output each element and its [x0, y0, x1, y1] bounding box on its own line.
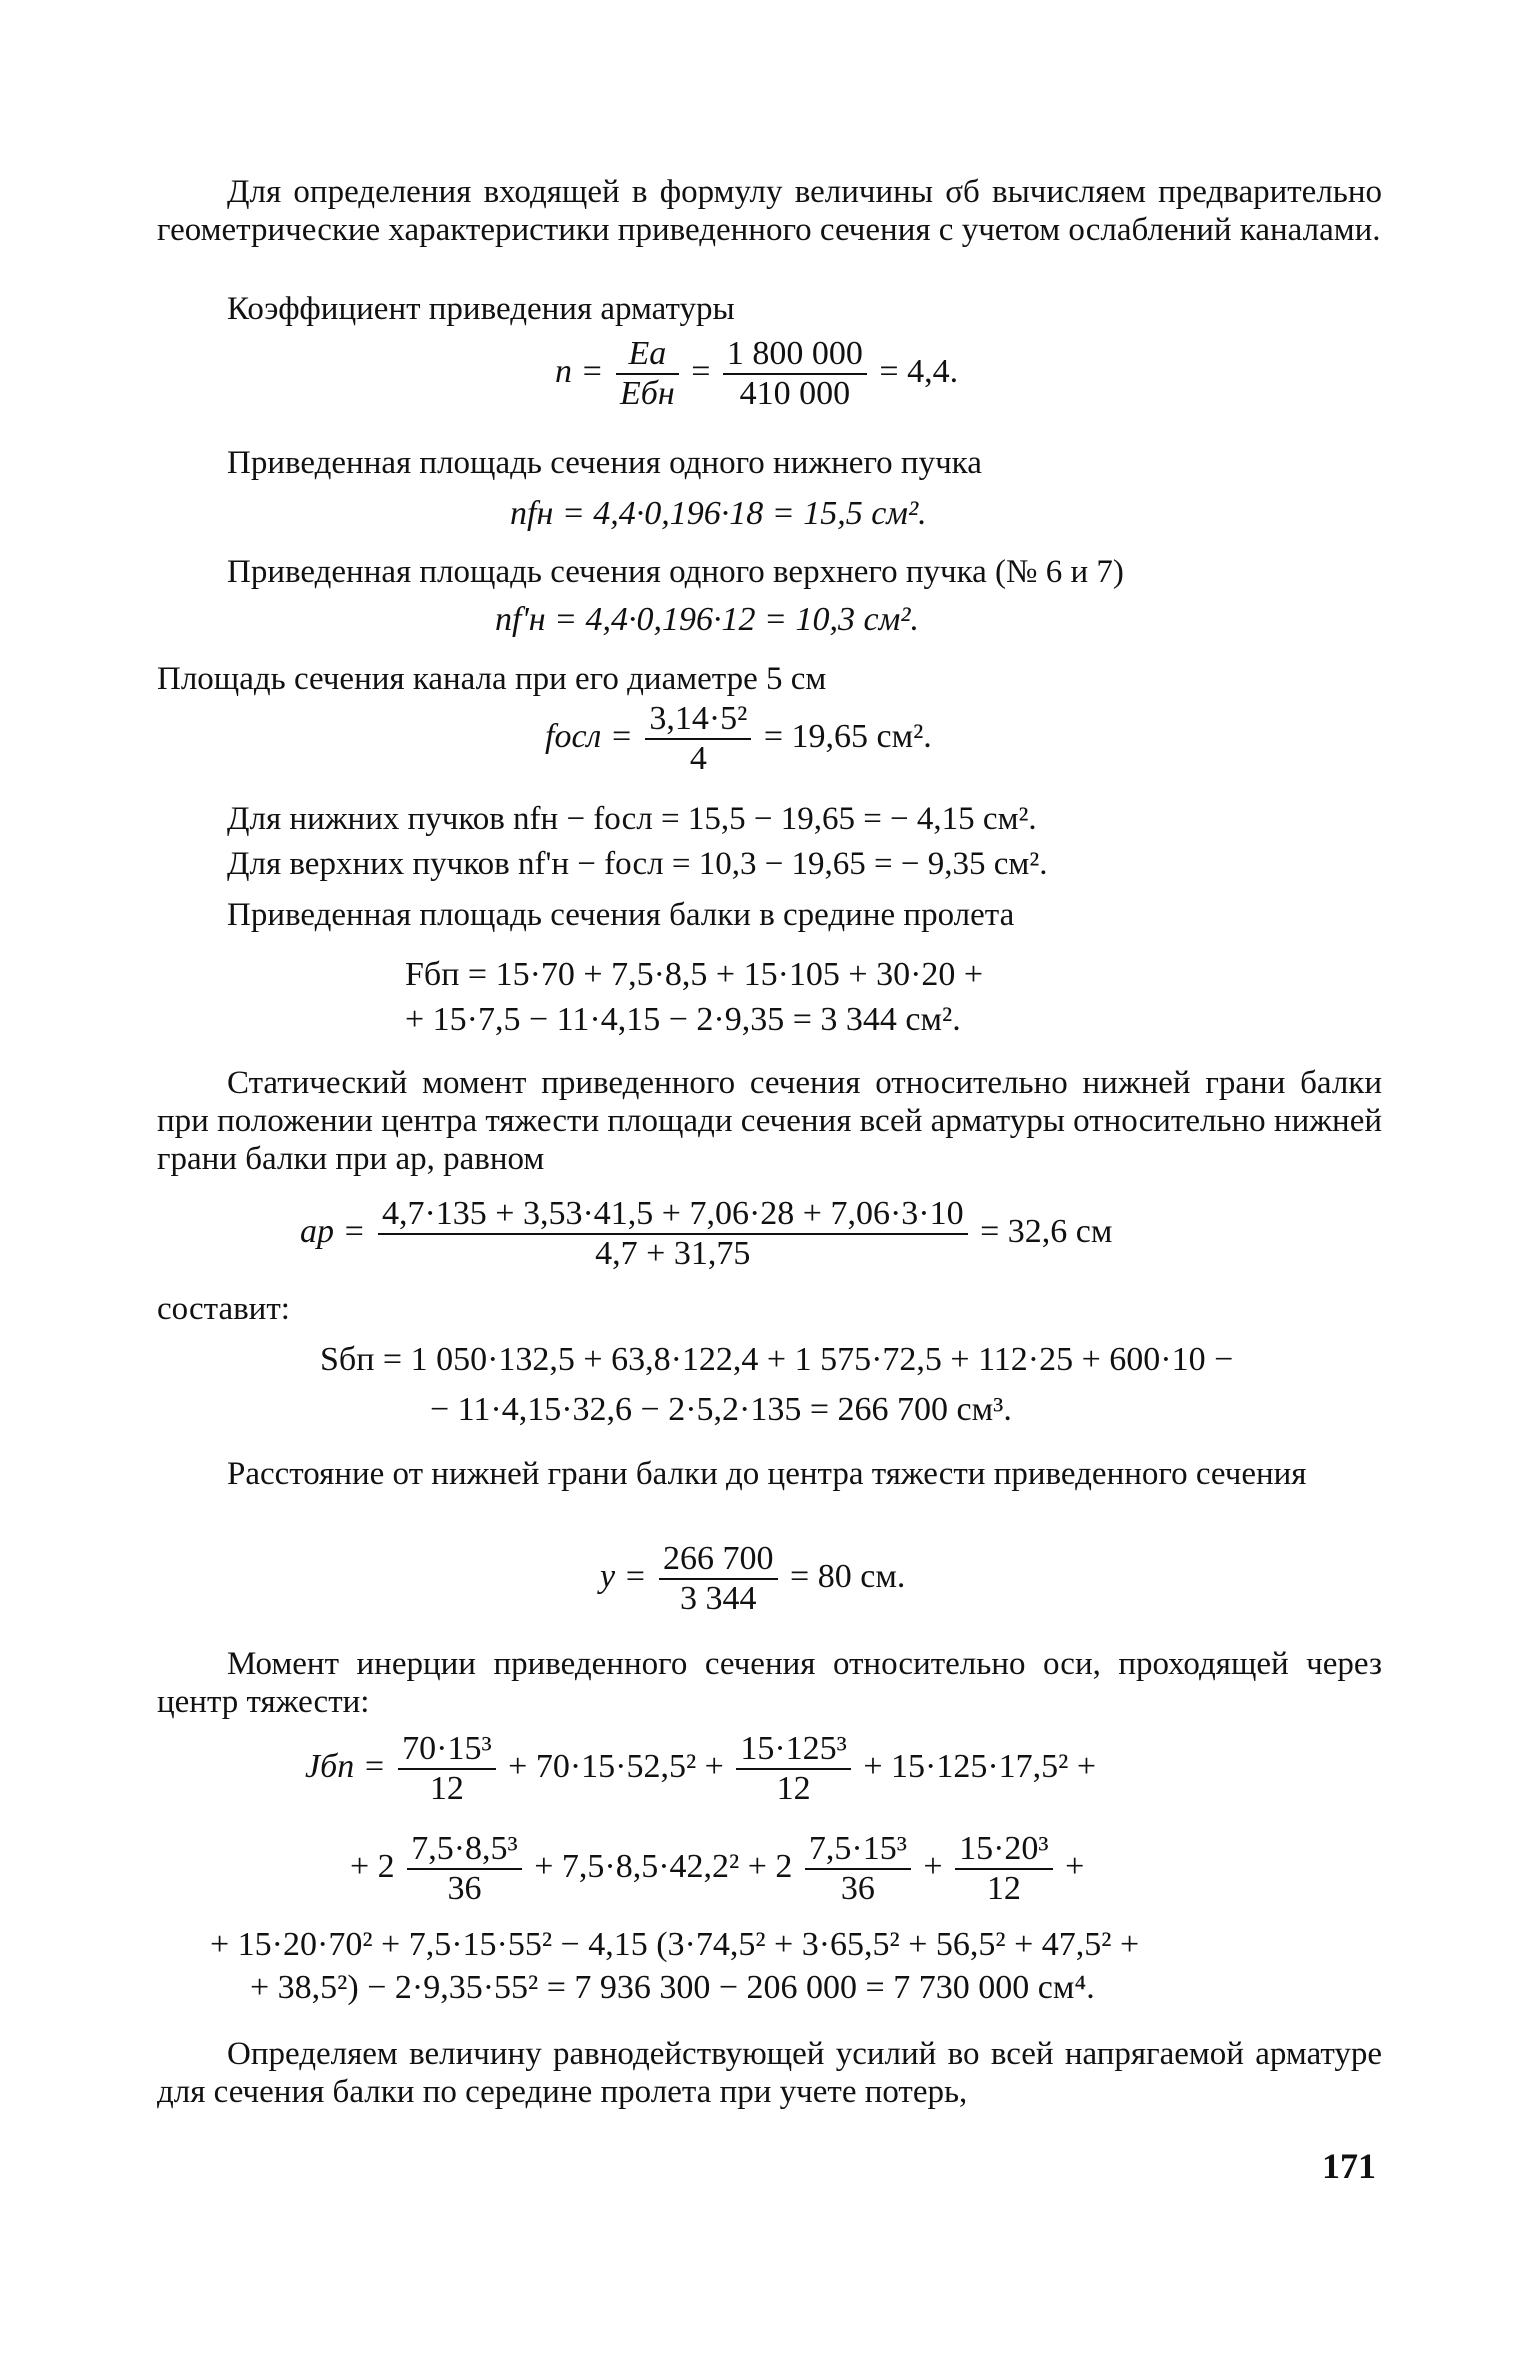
- eq-ap-rhs: = 32,6 см: [980, 1212, 1113, 1250]
- paragraph-lower-bundles: Для нижних пучков nfн − fосл = 15,5 − 19,65 = − 4,15 см².: [227, 801, 1037, 837]
- fraction-j4: [805, 1830, 911, 1908]
- fraction-y: [659, 1540, 778, 1618]
- paragraph-channel-area: Площадь сечения канала при его диаметре 5 см: [157, 661, 827, 697]
- paragraph-inertia: Момент инерции приведенного сечения относительно оси, проходящей через центр тяжести:: [157, 1646, 1382, 1720]
- fraction-j1: [398, 1730, 496, 1808]
- eq-j-term: +: [923, 1847, 943, 1885]
- equation-nfn-prime: nf'н = 4,4·0,196·12 = 10,3 см².: [495, 601, 919, 638]
- eq-j-term: + 15·125·17,5² +: [863, 1747, 1097, 1785]
- paragraph-compose: составит:: [157, 1291, 290, 1327]
- frac-den: 12: [776, 1770, 811, 1807]
- equation-S-line1: Sбп = 1 050·132,5 + 63,8·122,4 + 1 575·72,5 + 112·25 + 600·10 −: [320, 1341, 1234, 1378]
- equation-S-line2: − 11·4,15·32,6 − 2·5,2·135 = 266 700 см³.: [430, 1391, 1012, 1428]
- frac-den: 36: [447, 1870, 482, 1907]
- paragraph-lower-bundle: Приведенная площадь сечения одного нижнего пучка: [227, 445, 982, 481]
- fraction-j5: [955, 1830, 1053, 1908]
- fraction-fosl: [645, 700, 751, 778]
- eq-y-lhs: y =: [600, 1557, 647, 1595]
- eq-ap-lhs: aр =: [300, 1212, 366, 1250]
- frac-den: 12: [986, 1870, 1021, 1907]
- frac-num: Eа: [616, 335, 679, 375]
- equation-n: n = $\frac{Eа}{\text{Eбн}}$ = $\frac{1 800 000}{410 000}$ = 4,4.: [555, 335, 959, 412]
- frac-den: 12: [429, 1770, 464, 1807]
- eq-j-term: +: [1065, 1847, 1085, 1885]
- frac-num: 7,5·8,5³: [407, 1830, 522, 1870]
- frac-num: 266 700: [659, 1540, 778, 1580]
- fraction-j2: [736, 1730, 851, 1808]
- paragraph-beam-area: Приведенная площадь сечения балки в средине пролета: [227, 897, 1015, 933]
- frac-den: 410 000: [739, 375, 851, 412]
- eq-j-term: + 7,5·8,5·42,2² + 2: [534, 1847, 793, 1885]
- paragraph-distance: Расстояние от нижней грани балки до центра тяжести приведенного сечения: [227, 1456, 1307, 1492]
- frac-den: 36: [840, 1870, 875, 1907]
- equation-y: [600, 1540, 905, 1618]
- equation-J-line1: [305, 1730, 1096, 1808]
- equation-F-line1: Fбп = 15·70 + 7,5·8,5 + 15·105 + 30·20 +: [405, 956, 984, 993]
- equation-F-line2: + 15·7,5 − 11·4,15 − 2·9,35 = 3 344 см².: [405, 1001, 961, 1038]
- equation-nfn: nfн = 4,4·0,196·18 = 15,5 см².: [510, 495, 927, 532]
- equation-J-line2: [350, 1830, 1084, 1908]
- paragraph-static-moment: Статический момент приведенного сечения относительно нижней грани балки при положении центра тяжести площади сечения всей арматуры относительно нижней грани балки при aр, равном: [157, 1065, 1382, 1177]
- frac-den: Eбн: [619, 375, 675, 412]
- fraction-j3: [407, 1830, 522, 1908]
- fraction-ap: [378, 1195, 968, 1273]
- frac-num: 4,7·135 + 3,53·41,5 + 7,06·28 + 7,06·3·10: [378, 1195, 968, 1235]
- frac-num: 3,14·5²: [645, 700, 751, 740]
- eq-j-term: + 70·15·52,5² +: [508, 1747, 724, 1785]
- frac-den: 4: [689, 740, 707, 777]
- eq-j-term: + 2: [350, 1847, 395, 1885]
- fraction-ea-eb: [616, 335, 679, 413]
- equation-J-line3: + 15·20·70² + 7,5·15·55² − 4,15 (3·74,5² + 3·65,5² + 56,5² + 47,5² +: [210, 1926, 1140, 1963]
- frac-num: 7,5·15³: [805, 1830, 911, 1870]
- frac-num: 15·20³: [955, 1830, 1053, 1870]
- frac-num: 1 800 000: [723, 335, 867, 375]
- eq-fosl-rhs: = 19,65 см².: [763, 717, 932, 755]
- equation-fosl: [545, 700, 932, 778]
- paragraph-coefficient: Коэффициент приведения арматуры: [227, 291, 735, 327]
- eq-n-lhs: n =: [555, 352, 604, 390]
- frac-num: 15·125³: [736, 1730, 851, 1770]
- eq-n-rhs: = 4,4.: [879, 352, 959, 390]
- frac-den: 3 344: [680, 1580, 757, 1617]
- eq-j-lhs: Jбп =: [305, 1747, 386, 1785]
- paragraph-upper-bundles: Для верхних пучков nf'н − fосл = 10,3 − 19,65 = − 9,35 см².: [227, 846, 1048, 882]
- fraction-values: [723, 335, 867, 413]
- paragraph-upper-bundle: Приведенная площадь сечения одного верхнего пучка (№ 6 и 7): [227, 554, 1124, 590]
- paragraph-intro: Для определения входящей в формулу величины σб вычисляем предварительно геометрические характеристики приведенного сечения с учетом ослаблений каналами.: [157, 174, 1382, 248]
- equation-J-line4: + 38,5²) − 2·9,35·55² = 7 936 300 − 206 000 = 7 730 000 см⁴.: [250, 1969, 1095, 2006]
- paragraph-resultant: Определяем величину равнодействующей усилий во всей напрягаемой арматуре для сечения балки по середине пролета при учете потерь,: [157, 2036, 1382, 2110]
- equation-ap: [300, 1195, 1112, 1273]
- eq-fosl-lhs: fосл =: [545, 717, 633, 755]
- frac-den: 4,7 + 31,75: [595, 1235, 751, 1272]
- frac-num: 70·15³: [398, 1730, 496, 1770]
- page-number: 171: [1322, 2146, 1376, 2186]
- eq-y-rhs: = 80 см.: [790, 1557, 906, 1595]
